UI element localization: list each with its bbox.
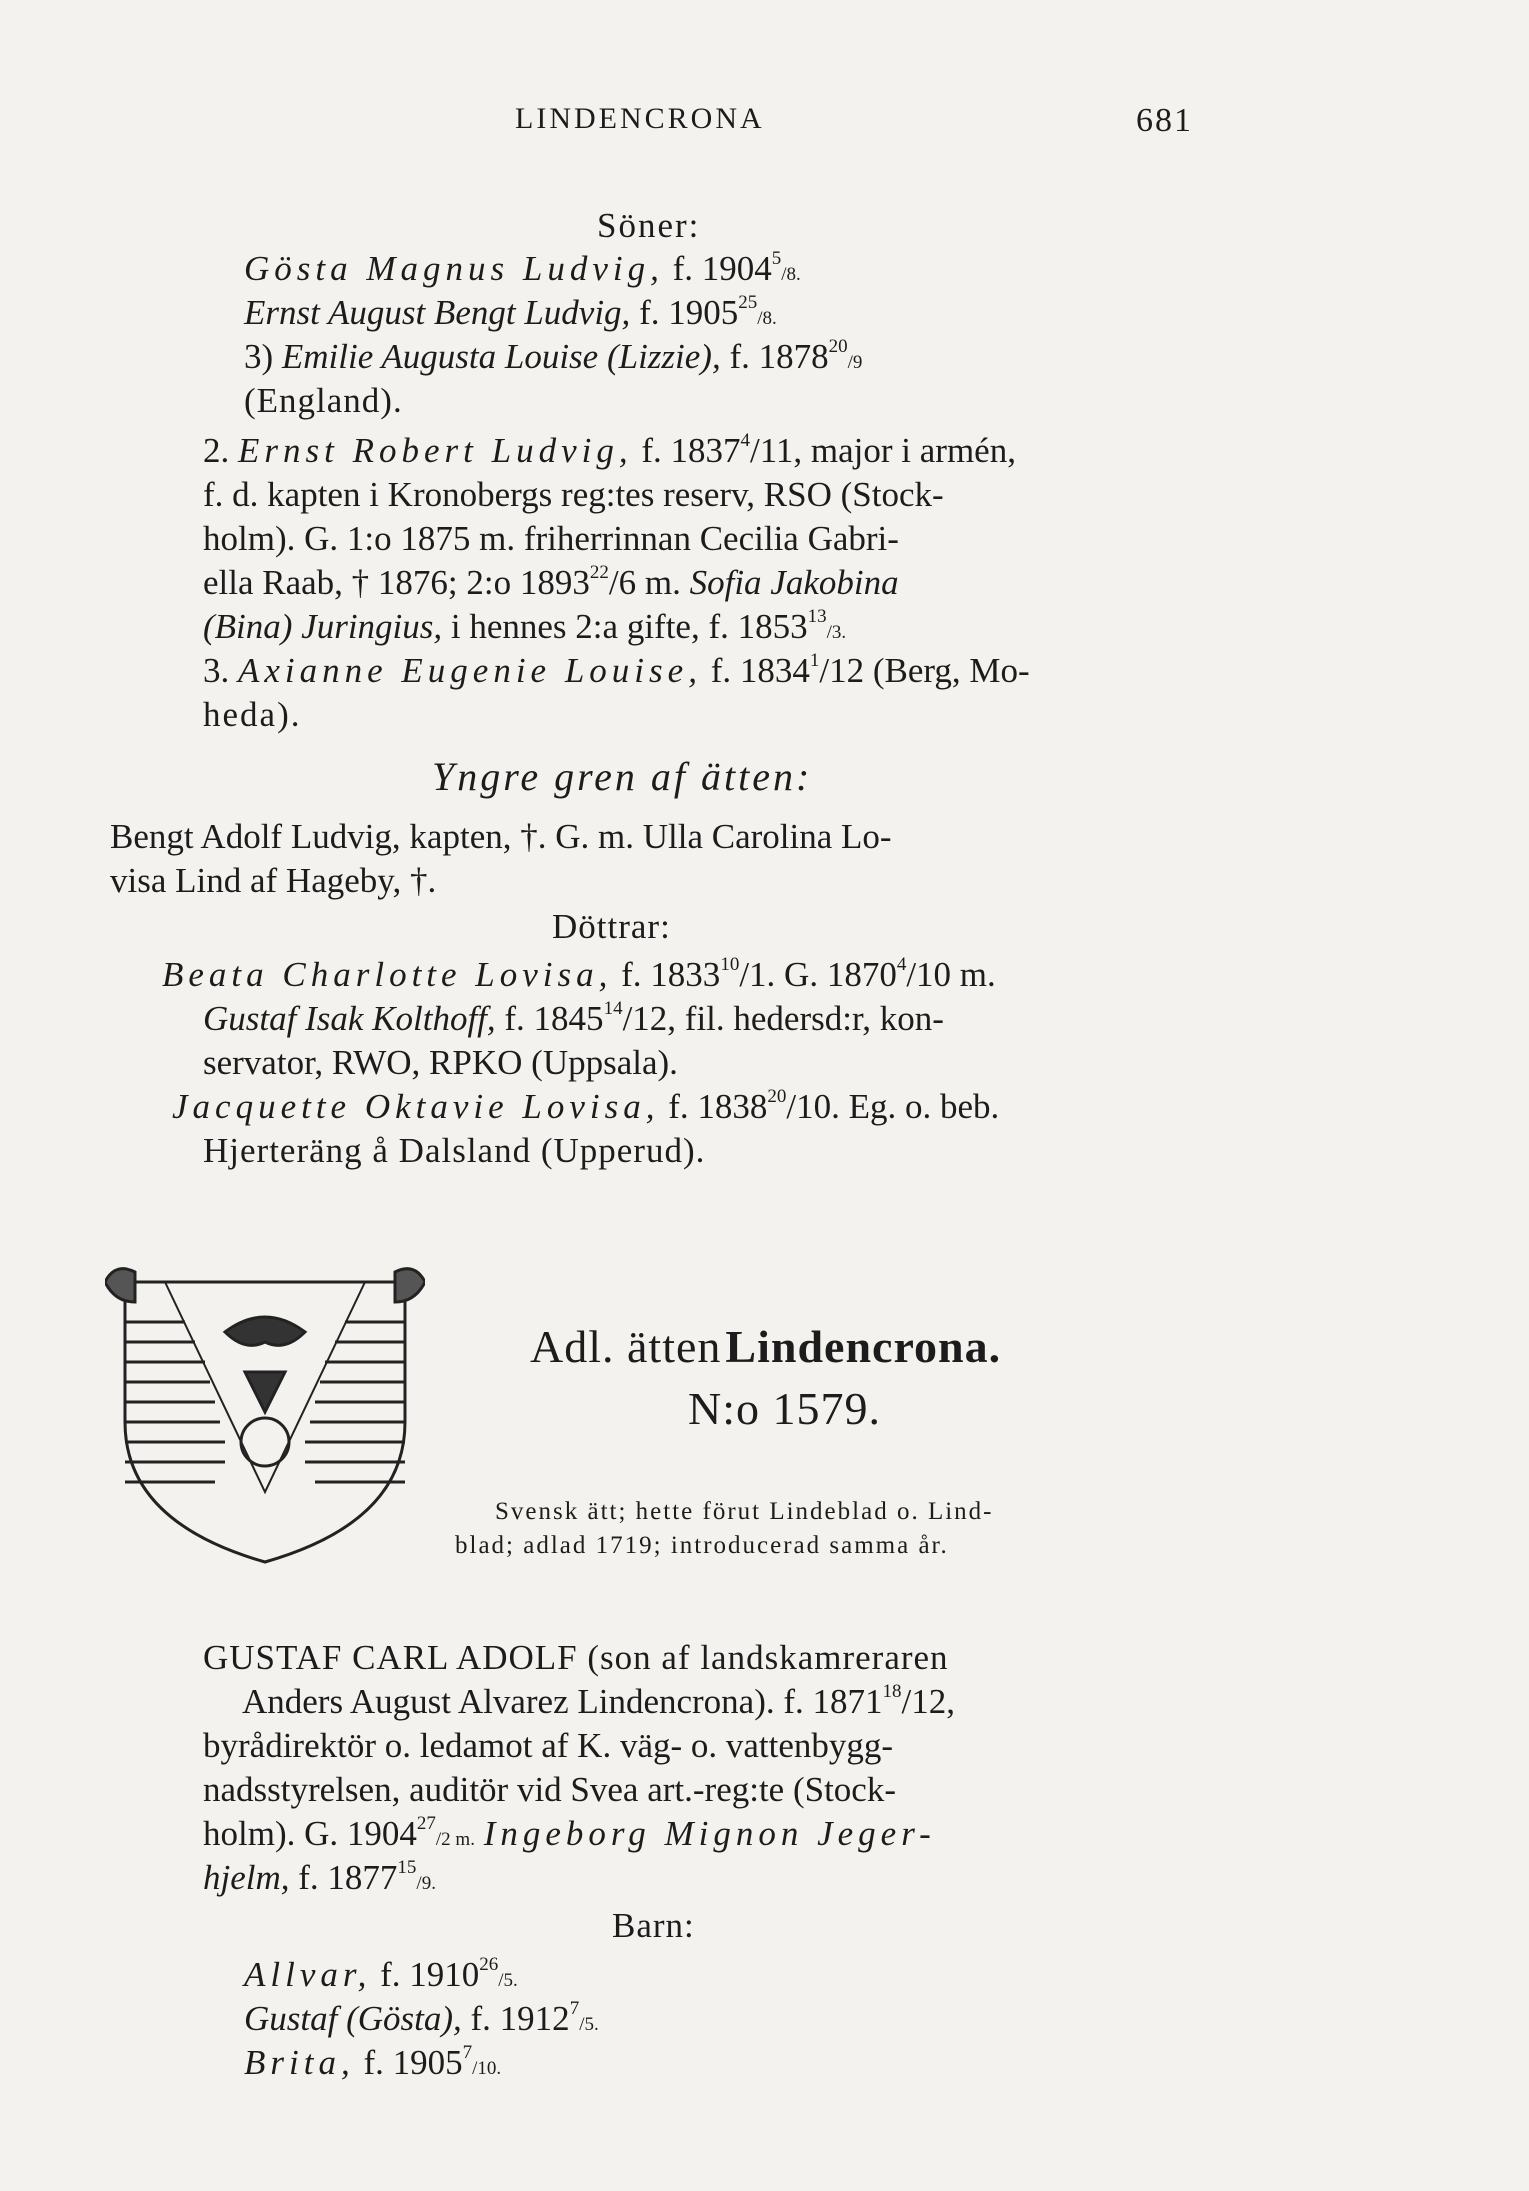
text-line: 2. Ernst Robert Ludvig, f. 1837$^4$/11, major i armén, — [203, 430, 1016, 470]
text-line: (England). — [244, 381, 403, 420]
text-line: visa Lind af Hageby, †. — [110, 861, 437, 900]
text-line: GUSTAF CARL ADOLF (son af landskamreraren — [203, 1638, 949, 1677]
page-number: 681 — [1136, 102, 1193, 139]
text-line: Allvar, f. 1910$^{26}$/5. — [244, 1954, 518, 1994]
lineage-note: Svensk ätt; hette förut Lindeblad o. Lind- — [495, 1498, 994, 1525]
text-line: 3. Axianne Eugenie Louise, f. 1834$^1$/12 (Berg, Mo- — [203, 650, 1030, 690]
text-line: nadsstyrelsen, auditör vid Svea art.-reg:te (Stock- — [203, 1770, 896, 1809]
running-head-title: LINDENCRONA — [515, 102, 765, 135]
coat-of-arms-icon — [105, 1262, 425, 1572]
lineage-number: N:o 1579. — [688, 1383, 881, 1434]
subheading-dottrar: Döttrar: — [552, 907, 671, 946]
text-line: 3) Emilie Augusta Louise (Lizzie), f. 1878$^{20}$/9 — [244, 336, 863, 376]
text-line: servator, RWO, RPKO (Uppsala). — [203, 1043, 678, 1082]
text-line: (Bina) Juringius, i hennes 2:a gifte, f. 1853$^{13}$/3. — [203, 606, 847, 646]
text-line: Gustaf (Gösta), f. 1912$^7$/5. — [244, 1998, 599, 2038]
text-line: hjelm, f. 1877$^{15}$/9. — [203, 1857, 436, 1897]
text-line: byrådirektör o. ledamot af K. väg- o. vattenbygg- — [203, 1726, 894, 1765]
subheading-soner: Söner: — [597, 206, 701, 245]
text-line: holm). G. 1904$^{27}$/2 m. Ingeborg Mignon Jeger- — [203, 1813, 936, 1853]
text-line: Ernst August Bengt Ludvig, f. 1905$^{25}$/8. — [244, 292, 777, 332]
text-line: Anders August Alvarez Lindencrona). f. 1871$^{18}$/12, — [242, 1681, 956, 1721]
text-line: Brita, f. 1905$^7$/10. — [244, 2042, 502, 2082]
text-line: Beata Charlotte Lovisa, f. 1833$^{10}$/1. G. 1870$^4$/10 m. — [162, 954, 996, 994]
text-line: heda). — [203, 695, 302, 734]
subheading-barn: Barn: — [612, 1906, 695, 1945]
section-heading: Yngre gren af ätten: — [432, 754, 813, 799]
lineage-note: blad; adlad 1719; introducerad samma år. — [455, 1532, 949, 1559]
lineage-title: Adl. ätten Lindencrona. — [530, 1321, 1002, 1372]
text-line: Hjerteräng å Dalsland (Upperud). — [203, 1131, 706, 1170]
text-line: Gösta Magnus Ludvig, f. 1904$^5$/8. — [244, 248, 801, 288]
text-line: Jacquette Oktavie Lovisa, f. 1838$^{20}$/10. Eg. o. beb. — [172, 1086, 1000, 1126]
text-line: f. d. kapten i Kronobergs reg:tes reserv, RSO (Stock- — [203, 475, 944, 514]
text-line: Bengt Adolf Ludvig, kapten, †. G. m. Ulla Carolina Lo- — [110, 817, 892, 856]
text-line: holm). G. 1:o 1875 m. friherrinnan Cecilia Gabri- — [203, 519, 899, 558]
text-line: Gustaf Isak Kolthoff, f. 1845$^{14}$/12, fil. hedersd:r, kon- — [203, 998, 944, 1038]
text-line: ella Raab, † 1876; 2:o 1893$^{22}$/6 m. Sofia Jakobina — [203, 562, 899, 602]
